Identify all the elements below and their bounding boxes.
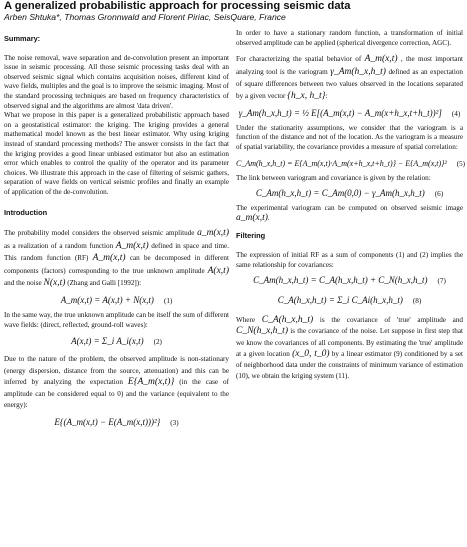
text-fragment: For characterizing the spatial behavior of: [236, 55, 362, 64]
right-paragraph-2: [236, 53, 463, 103]
equation-3: [4, 417, 229, 429]
equation-body: C_Am(h_x,h_t) = C_A(h_x,h_t) + C_N(h_x,h_t): [253, 275, 428, 286]
equation-body: A_m(x,t) = A(x,t) + N(x,t): [60, 295, 154, 306]
summary-paragraph-1: The noise removal, wave separation and de-convolution present an important issue in seismic processing. All those seismic processing tasks deal with an observed seismic signal which contains acquisition noises, different kind of wave fields, multiples and the goal is to improve the seismic imaging. Most of the standard processing techniques are based on frequency characteristics of observed signal and the algorithms are almost 'data driven'.: [4, 53, 229, 110]
text-fragment: , the most important analyzing tool is the variogram: [236, 55, 464, 76]
text-fragment: (in the case of amplitude can be considered equal to 0) and the variance (equivalent to the energy):: [4, 378, 229, 410]
math-symbol: a_m(x,t): [197, 228, 229, 239]
equation-body: C_Am(h_x,h_t) = C_Am(0,0) − γ_Am(h_x,h_t): [255, 188, 425, 199]
equation-number: (5): [456, 159, 466, 168]
math-symbol: γ_Am(h_x,h_t): [330, 66, 386, 77]
math-symbol: A(x,t): [207, 265, 229, 276]
filtering-heading: Filtering: [236, 231, 266, 241]
equation-4: [236, 108, 463, 120]
math-symbol: C_A(h_x,h_t): [261, 315, 314, 326]
equation-number: (2): [153, 338, 162, 347]
text-fragment: as a realization of a random function: [4, 241, 114, 250]
equation-body: E{(A_m(x,t) − E(A_m(x,t)))²}: [54, 416, 161, 427]
right-paragraph-6: The expression of initial RF as a sum of components (1) and (2) implies the same relationship for covariances:: [236, 250, 463, 269]
equation-number: (4): [451, 109, 461, 118]
right-paragraph-3: Under the stationarity assumptions, we consider that the variogram is a function of the distance and not of the location. As the variogram is a measure of spatial variability, the covariance provides a measure of spatial correlation:: [236, 123, 463, 151]
math-symbol: A_m(x,t): [364, 54, 398, 65]
paper-title: A generalized probabilistic approach for processing seismic data: [4, 0, 351, 12]
right-column: [236, 29, 466, 387]
equation-number: (8): [412, 297, 422, 306]
text-fragment: and the noise: [4, 279, 42, 288]
equation-body: C_Am(h_x,h_t) = E{A_m(x,t)·A_m(x+h_x,t+h_t)} − E{A_m(x,t)}²: [236, 158, 447, 168]
intro-paragraph-3: [4, 354, 229, 412]
equation-body: γ_Am(h_x,h_t) = ½ E[(A_m(x,t) − A_m(x+h_x,t+h_t))²]: [238, 107, 442, 118]
equation-2: [4, 336, 229, 348]
equation-number: (1): [163, 297, 173, 306]
math-symbol: A_m(x,t): [92, 253, 126, 264]
equation-6: [236, 188, 463, 200]
math-symbol: N(x,t): [43, 278, 66, 289]
math-symbol: C_N(h_x,h_t): [236, 326, 288, 337]
text-fragment: :: [325, 92, 328, 101]
right-paragraph-1: In order to have a stationary random function, a transformation of initial observed amplitude can be applied (spherical divergence correction, AGC).: [236, 29, 463, 47]
paper-authors: Arben Shtuka*, Thomas Gronnwald and Florent Piriac, SeisQuare, France: [4, 12, 286, 22]
equation-1: [4, 295, 229, 307]
right-paragraph-7: [236, 315, 463, 382]
equation-7: [236, 275, 463, 287]
text-fragment: The probability model considers the observed seismic amplitude: [4, 229, 195, 238]
math-symbol: {h_x, h_t}: [287, 91, 326, 102]
equation-5: [236, 158, 466, 170]
text-fragment: Where: [236, 316, 256, 325]
math-symbol: A_m(x,t): [115, 240, 149, 251]
text-fragment: .: [267, 213, 270, 222]
introduction-heading: Introduction: [4, 207, 48, 217]
text-fragment: can be decomposed in different components (factors) corresponding to the true unknown amplitude: [4, 254, 229, 275]
math-symbol: E{A_m(x,t)}: [127, 377, 175, 388]
text-fragment: defined in space and time. This random function (RF): [4, 241, 229, 263]
text-fragment: (Zhang and Galli [1992]):: [67, 279, 142, 288]
text-fragment: The experimental variogram can be computed on observed seismic image: [236, 204, 463, 213]
text-fragment: Due to the nature of the problem, the observed amplitude is non-stationary (energy dispersion, distance from the source, attenuation) and this can be inferred by analyzing the expectation: [4, 355, 229, 387]
text-fragment: is the covariance of the noise. Let suppose in first step that we know the covariances of all components. By estimating the 'true' amplitude at a given location: [236, 327, 463, 358]
summary-paragraph-2: What we propose in this paper is a generalized probabilistic approach based on a geostatistical estimator: the kriging. The kriging provides a general mathematical model known as the best linear estimator. Why using kriging instead of standard processing methods? The answer consists in the fact that the kriging provides a good linear unbiased estimator but also an estimation error which enables to control the quality of the operator and its parameter choices. We illustrate this approach in the case of filtering of seismic gathers, separation of wave fields on vertical seismic profiles and finally an example of application of the de-convolution.: [4, 111, 229, 196]
equation-number: (3): [170, 418, 179, 427]
math-symbol: a_m(x,t): [236, 212, 268, 223]
equation-body: C_A(h_x,h_t) = Σ_i C_Ai(h_x,h_t): [277, 295, 403, 306]
equation-8: [236, 295, 463, 307]
paper-header: [4, 0, 464, 23]
math-symbol: (x_0, t_0): [292, 348, 330, 359]
right-paragraph-4: The link between variogram and covariance is given by the relation:: [236, 173, 431, 182]
intro-paragraph-1: [4, 227, 229, 290]
equation-body: A(x,t) = Σ_i A_i(x,t): [71, 336, 144, 347]
left-column: [4, 30, 229, 431]
summary-heading: Summary:: [4, 34, 41, 43]
equation-number: (6): [434, 190, 444, 199]
text-fragment: is the covariance of 'true' amplitude and: [319, 316, 463, 325]
text-fragment: by a linear estimator (9) conditioned by a set of neighborhood data under the constraints of minimum variance of estimation (10), we obtain the kriging system (11).: [236, 349, 464, 381]
text-fragment: defined as an expectation of square differences between two values observed in the locations separated by a given vector: [236, 67, 463, 101]
intro-paragraph-2: In the same way, the true unknown amplitude can be itself the sum of different wave fields: (direct, reflected, ground-roll waves):: [4, 311, 229, 329]
right-paragraph-5: [236, 204, 463, 223]
equation-number: (7): [437, 277, 446, 286]
